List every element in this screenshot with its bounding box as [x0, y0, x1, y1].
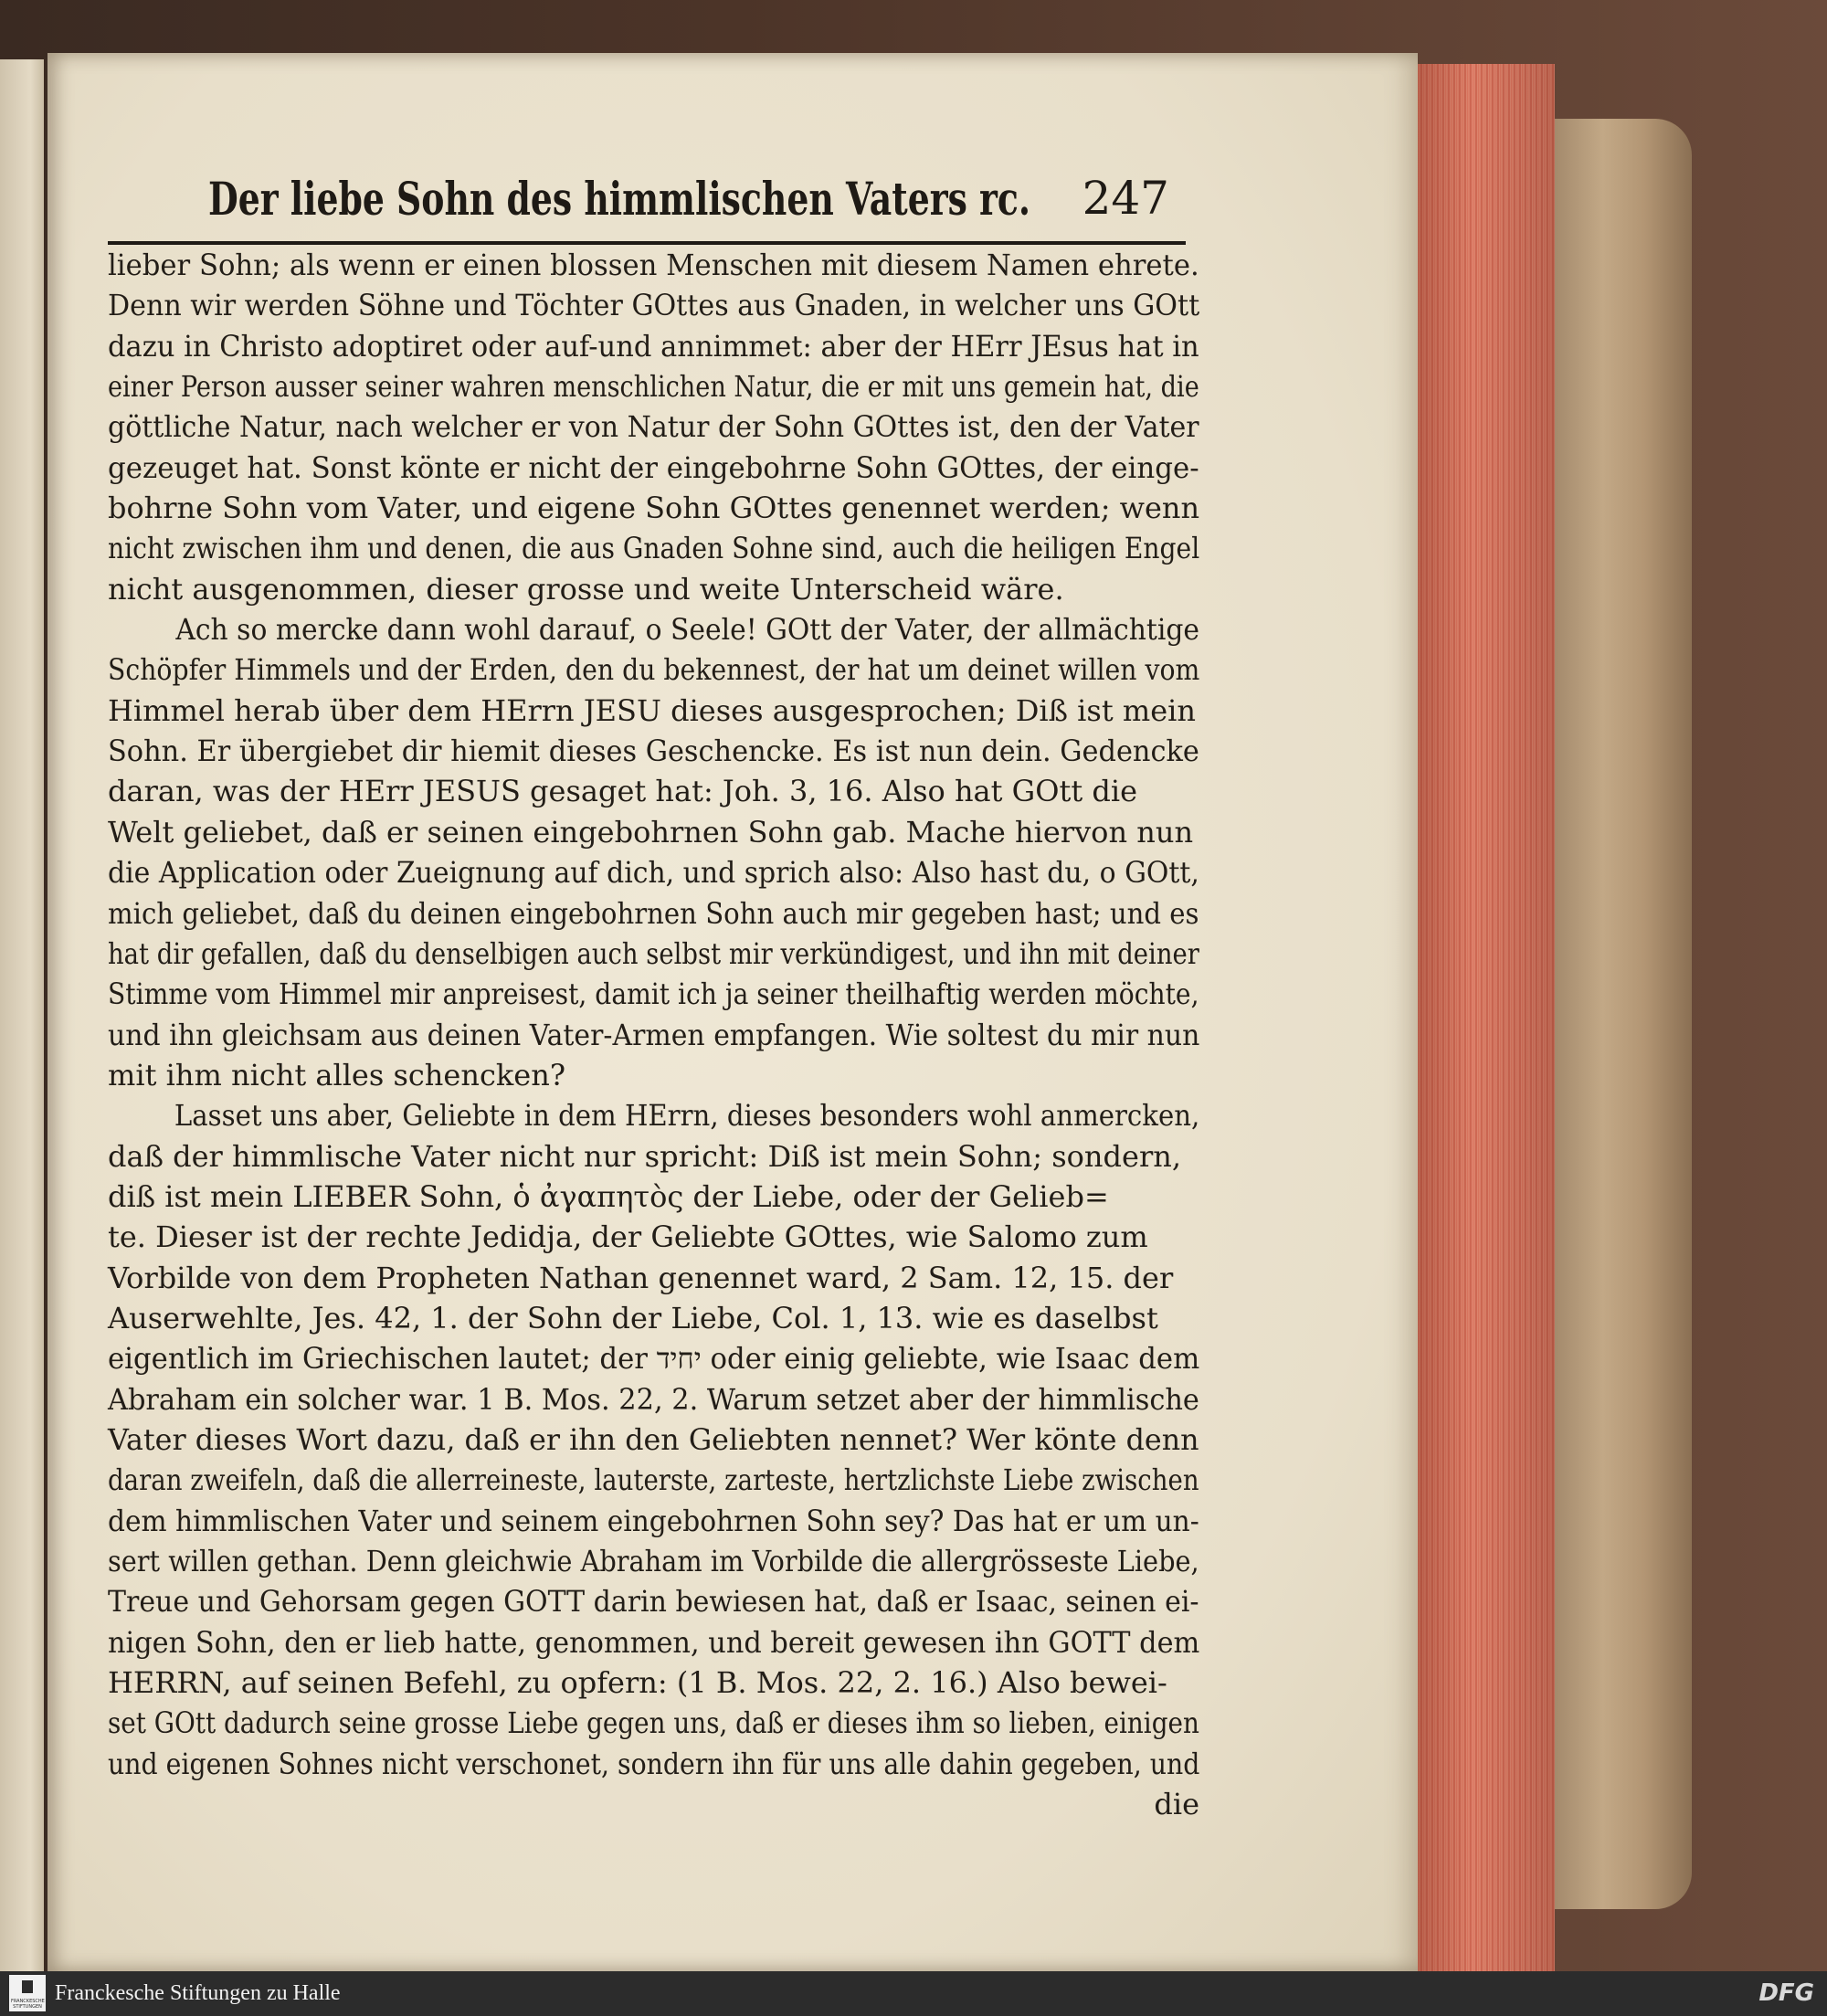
institution-logo [9, 1975, 46, 2011]
text-line: einer Person ausser seiner wahren menschlichen Natur, die er mit uns gemein hat, die [108, 369, 1199, 405]
text-line: dazu in Christo adoptiret oder auf-und annimmet: aber der HErr JEsus hat in [108, 328, 1199, 364]
text-line: Treue und Gehorsam gegen GOTT darin bewiesen hat, daß er Isaac, seinen ei- [108, 1584, 1199, 1620]
text-line: Vorbilde von dem Propheten Nathan genennet ward, 2 Sam. 12, 15. der [108, 1260, 1174, 1295]
text-line: die Application oder Zueignung auf dich, und sprich also: Also hast du, o GOtt, [108, 855, 1199, 891]
text-line: daß der himmlische Vater nicht nur spricht: Diß ist mein Sohn; sondern, [108, 1138, 1182, 1174]
logo-text: FRANCKESCHE STIFTUNGEN [11, 1999, 45, 2010]
text-line: dem himmlischen Vater und seinem eingebohrnen Sohn sey? Das hat er um un- [108, 1503, 1199, 1538]
text-line: sert willen gethan. Denn gleichwie Abraham im Vorbilde die allergrösseste Liebe, [108, 1544, 1199, 1578]
dfg-logo: DFG [1758, 1979, 1814, 2007]
text-line: HERRN, auf seinen Befehl, zu opfern: (1 B. Mos. 22, 2. 16.) Also bewei- [108, 1665, 1167, 1701]
text-line: eigentlich im Griechischen lautet; der יחיד oder einig geliebte, wie Isaac dem [108, 1341, 1200, 1377]
body-text [108, 245, 1204, 1824]
text-line: und ihn gleichsam aus deinen Vater-Armen empfangen. Wie soltest du mir nun [108, 1017, 1200, 1052]
page-number: 247 [1082, 172, 1169, 225]
institution-name: Franckesche Stiftungen zu Halle [55, 1981, 341, 2005]
text-line: Stimme vom Himmel mir anpreisest, damit ich ja seiner theilhaftig werden möchte, [108, 976, 1199, 1012]
text-line: Schöpfer Himmels und der Erden, den du bekennest, der hat um deinet willen vom [108, 652, 1200, 688]
catchword: die [1154, 1787, 1199, 1822]
text-line: Sohn. Er übergiebet dir hiemit dieses Geschencke. Es ist nun dein. Gedencke [108, 734, 1199, 769]
text-line: Ach so mercke dann wohl darauf, o Seele! GOtt der Vater, der allmächtige [175, 612, 1200, 648]
text-line: daran zweifeln, daß die allerreineste, lauterste, zarteste, hertzlichste Liebe zwischen [108, 1462, 1199, 1498]
text-line: Abraham ein solcher war. 1 B. Mos. 22, 2. Warum setzet aber der himmlische [108, 1381, 1199, 1417]
text-line: mit ihm nicht alles schencken? [108, 1057, 565, 1092]
text-line: hat dir gefallen, daß du denselbigen auch selbst mir verkündigest, und ihn mit deiner [108, 935, 1199, 971]
text-line: nicht ausgenommen, dieser grosse und weite Unterscheid wäre. [108, 571, 1064, 607]
text-line: nigen Sohn, den er lieb hatte, genommen, und bereit gewesen ihn GOTT dem [108, 1624, 1200, 1660]
text-line: Denn wir werden Söhne und Töchter GOttes aus Gnaden, in welcher uns GOtt [108, 288, 1200, 323]
text-line: daran, was der HErr JESUS gesaget hat: Joh. 3, 16. Also hat GOtt die [108, 774, 1137, 809]
text-line: nicht zwischen ihm und denen, die aus Gnaden Sohne sind, auch die heiligen Engel [108, 531, 1200, 566]
fore-edge-shade [1418, 64, 1555, 1971]
text-line: und eigenen Sohnes nicht verschonet, sondern ihn für uns alle dahin gegeben, und [108, 1746, 1200, 1781]
text-line: mich geliebet, daß du deinen eingebohrnen Sohn auch mir gegeben hast; und es [108, 895, 1199, 931]
text-line: Welt geliebet, daß er seinen eingebohrnen Sohn gab. Mache hiervon nun [108, 814, 1194, 850]
running-head [192, 172, 1178, 236]
text-line: te. Dieser ist der rechte Jedidja, der Geliebte GOttes, wie Salomo zum [108, 1219, 1148, 1255]
text-line: Auserwehlte, Jes. 42, 1. der Sohn der Liebe, Col. 1, 13. wie es daselbst [108, 1300, 1158, 1335]
text-line: göttliche Natur, nach welcher er von Natur der Sohn GOttes ist, den der Vater [108, 409, 1199, 445]
text-line: bohrne Sohn vom Vater, und eigene Sohn GOttes genennet werden; wenn [108, 491, 1200, 526]
text-line: Lasset uns aber, Geliebte in dem HErrn, dieses besonders wohl anmercken, [174, 1098, 1200, 1134]
text-line: Vater dieses Wort dazu, daß er ihn den Geliebten nennet? Wer könte denn [108, 1421, 1199, 1457]
text-line: lieber Sohn; als wenn er einen blossen Menschen mit diesem Namen ehrete. [108, 248, 1199, 282]
text-line: set GOtt dadurch seine grosse Liebe gegen uns, daß er dieses ihm so lieben, einigen [108, 1705, 1199, 1741]
running-title: Der liebe Sohn des himmlischen Vaters rc. [208, 172, 1031, 226]
book-spine [1555, 119, 1692, 1909]
text-line: Himmel herab über dem HErrn JESU dieses ausgesprochen; Diß ist mein [108, 692, 1196, 728]
orphanage-building-icon [22, 1980, 33, 1993]
text-line: gezeuget hat. Sonst könte er nicht der eingebohrne Sohn GOttes, der einge- [108, 449, 1199, 485]
left-page-edge [0, 59, 44, 1971]
text-line: diß ist mein LIEBER Sohn, ὁ ἀγαπητὸς der Liebe, oder der Gelieb= [108, 1178, 1109, 1214]
viewer-footer [0, 1971, 1827, 2016]
